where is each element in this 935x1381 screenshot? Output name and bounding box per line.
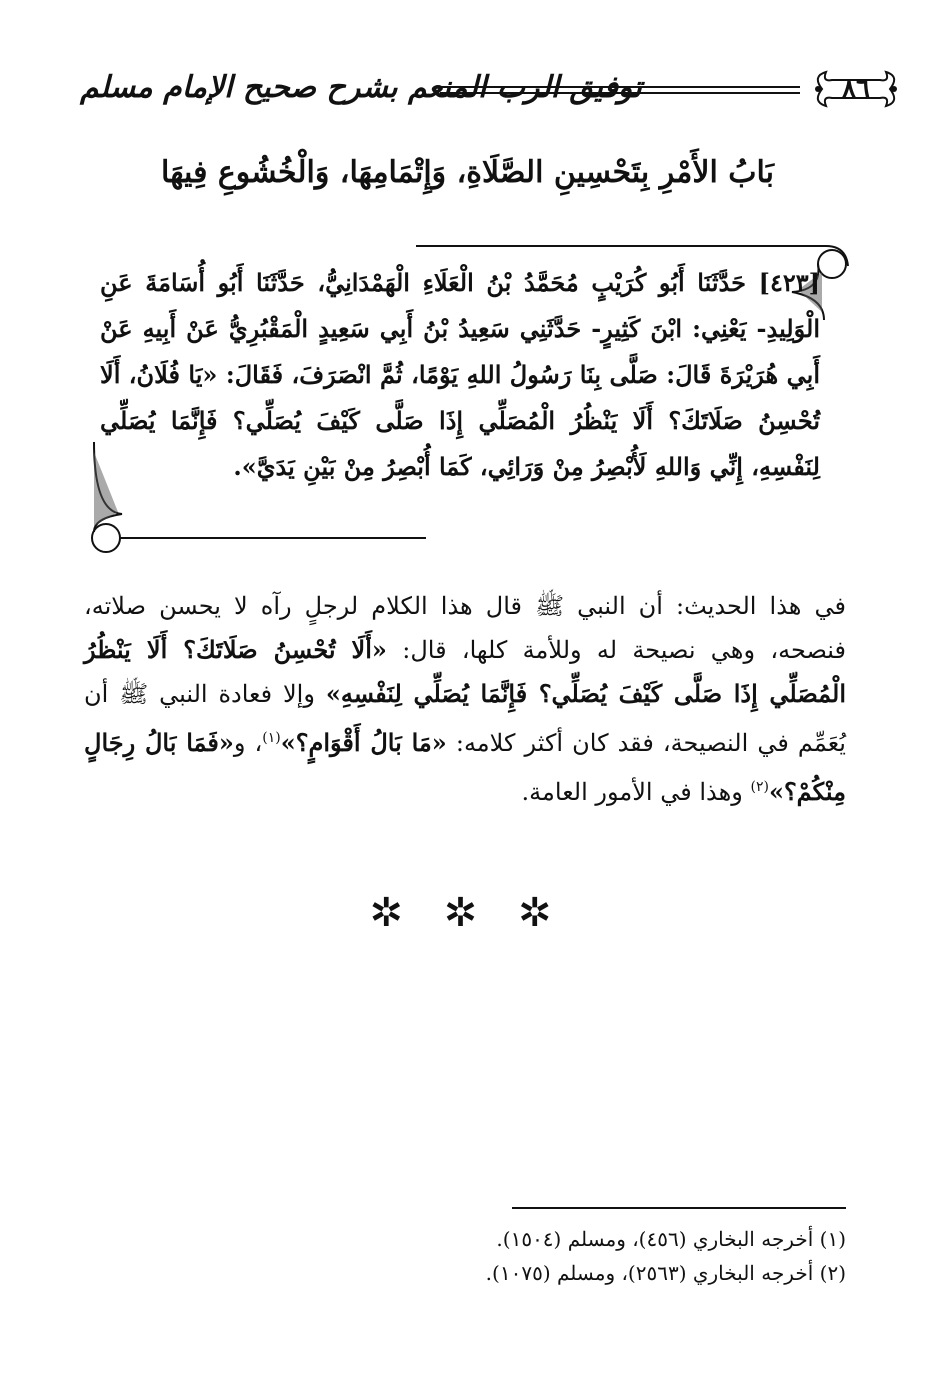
commentary-text: ، و bbox=[233, 729, 263, 757]
commentary-text: في هذا الحديث: أن النبي ﷺ قال هذا الكلام لرجلٍ رآه لا يحسن صلاته، فنصحه، وهي نصيحة له وللأمة كلها، قال: bbox=[84, 592, 846, 664]
commentary-text: وإلا فعادة النبي ﷺ أن يُعَمِّم في النصيحة، فقد كان أكثر كلامه: bbox=[84, 680, 846, 757]
page-number: ٨٦ bbox=[842, 74, 870, 104]
chapter-title: بَابُ الأَمْرِ بِتَحْسِينِ الصَّلَاةِ، وَإِتْمَامِهَا، وَالْخُشُوعِ فِيهَا bbox=[161, 155, 774, 190]
commentary-paragraph bbox=[84, 584, 846, 814]
header-rule bbox=[440, 86, 800, 96]
quote: «فَمَا بَالُ رِجَالٍ مِنْكُمْ؟» bbox=[84, 728, 846, 806]
footnotes bbox=[84, 1222, 846, 1290]
footnote-ref[interactable]: (٢) bbox=[750, 779, 769, 795]
section-ornament: ✲ ✲ ✲ bbox=[369, 890, 566, 936]
footnote-1: (١) أخرجه البخاري (٤٥٦)، ومسلم (١٥٠٤). bbox=[496, 1227, 846, 1251]
commentary-text: وهذا في الأمور العامة. bbox=[521, 778, 751, 806]
running-title: توفيق الرب المنعم بشرح صحيح الإمام مسلم bbox=[80, 70, 642, 105]
quote: «أَلَا تُحْسِنُ صَلَاتَكَ؟ أَلَا يَنْظُرُ الْمُصَلِّي إِذَا صَلَّى كَيْفَ يُصَلِّي؟ فَإِنَّمَا يُصَلِّي لِنَفْسِهِ» bbox=[84, 635, 847, 708]
footnote-rule bbox=[512, 1207, 846, 1209]
hadith-text: [٤٢٣] حَدَّثَنَا أَبُو كُرَيْبٍ مُحَمَّدُ بْنُ الْعَلَاءِ الْهَمْدَانِيُّ، حَدَّثَنَا أَبُو أُسَامَةَ عَنِ الْوَلِيدِ- يَعْنِي: ابْنَ كَثِيرٍ- حَدَّثَنِي سَعِيدُ بْنُ أَبِي سَعِيدٍ الْمَقْبُرِيُّ عَنْ أَبِيهِ عَنْ أَبِي هُرَيْرَةَ قَالَ: صَلَّى بِنَا رَسُولُ اللهِ يَوْمًا، ثُمَّ انْصَرَفَ، فَقَالَ: «يَا فُلَانُ، أَلَا تُحْسِنُ صَلَاتَكَ؟ أَلَا يَنْظُرُ الْمُصَلِّي إِذَا صَلَّى كَيْفَ يُصَلِّي؟ فَإِنَّمَا يُصَلِّي لِنَفْسِهِ، إِنِّي وَاللهِ لَأُبْصِرُ مِنْ وَرَائِي، كَمَا أُبْصِرُ مِنْ بَيْنِ يَدَيَّ». bbox=[100, 268, 820, 481]
footnote-ref[interactable]: (١) bbox=[262, 730, 281, 746]
page-number-ornament bbox=[812, 68, 900, 110]
quote: «مَا بَالُ أَقْوَامٍ؟» bbox=[280, 728, 447, 757]
page-header bbox=[70, 62, 870, 132]
footnote-2: (٢) أخرجه البخاري (٢٥٦٣)، ومسلم (١٠٧٥). bbox=[485, 1261, 846, 1285]
